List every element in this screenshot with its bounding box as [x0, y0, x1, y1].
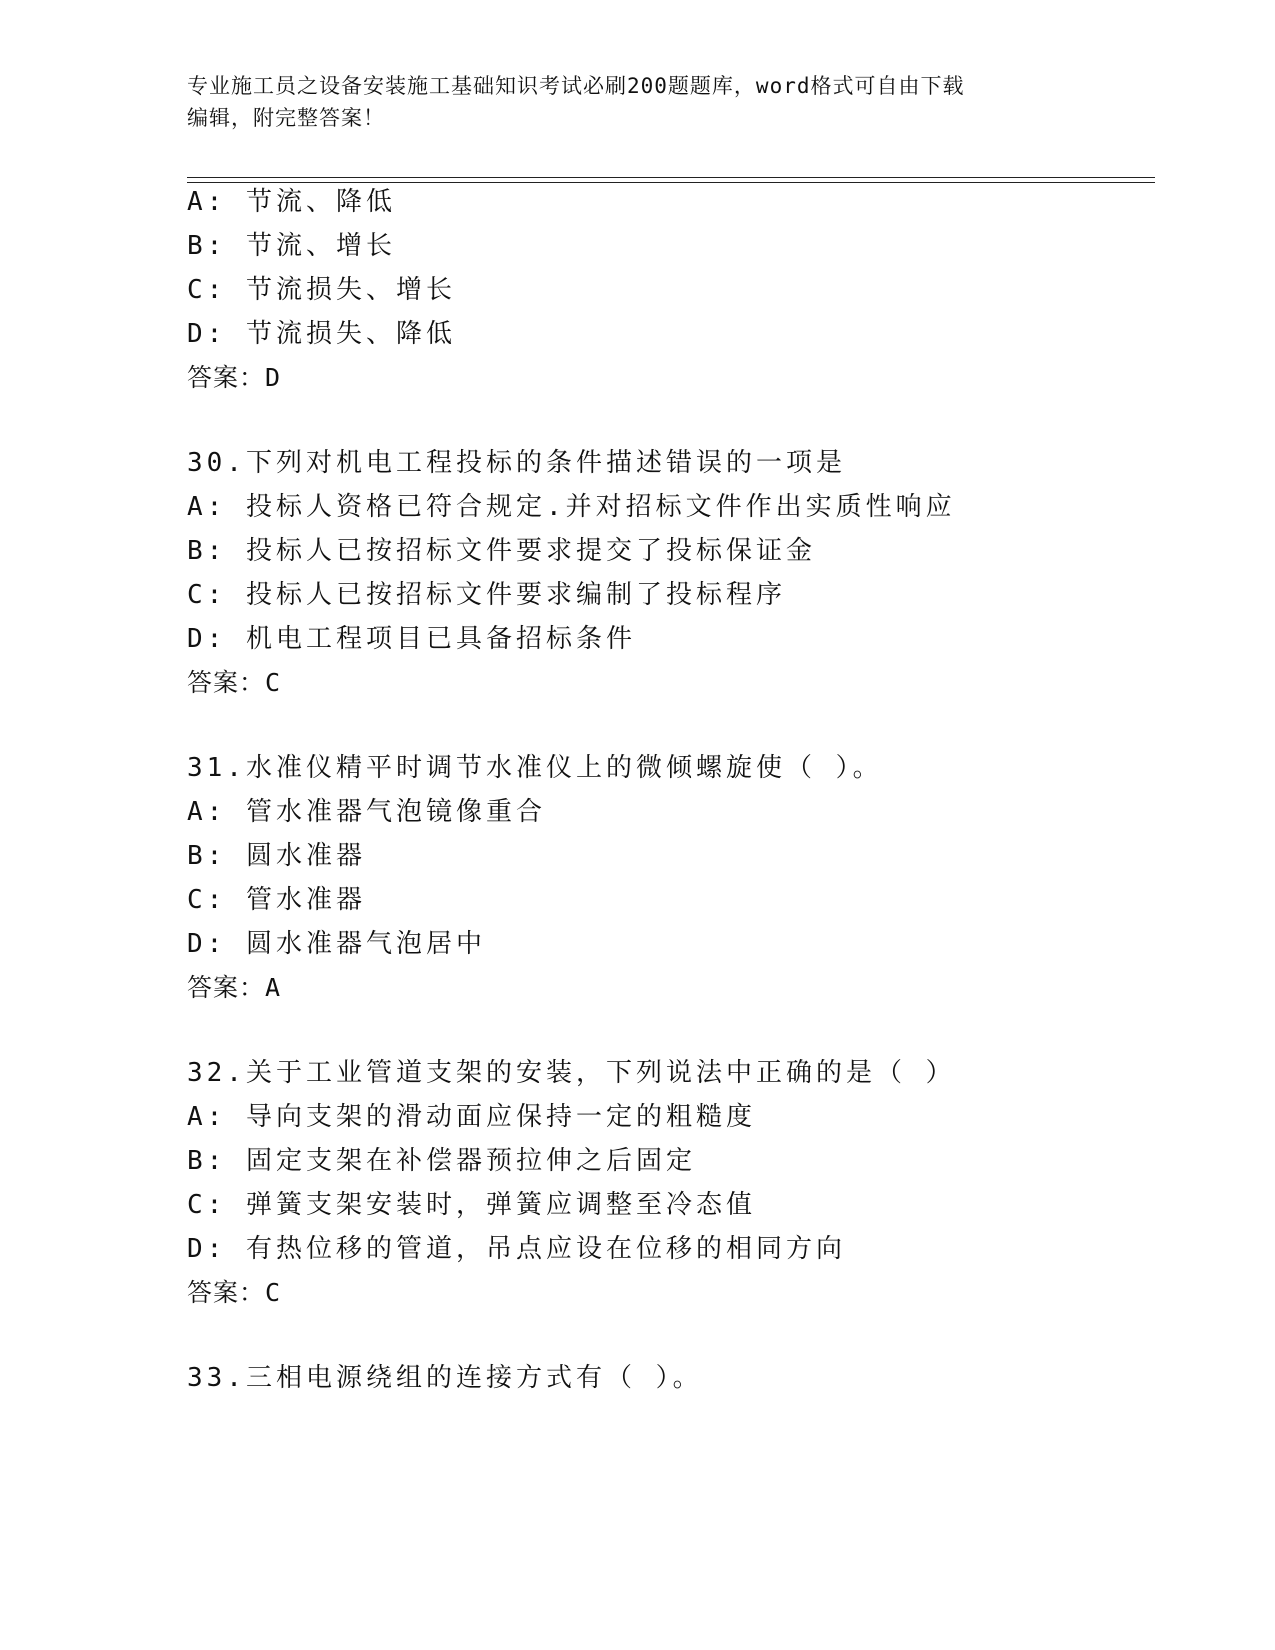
option-d: D: 圆水准器气泡居中: [187, 929, 486, 959]
question-stem: 33.三相电源绕组的连接方式有（ ）。: [187, 1363, 703, 1393]
option-b: B: 投标人已按招标文件要求提交了投标保证金: [187, 536, 816, 566]
answer-value: C: [265, 1278, 282, 1307]
answer-value: D: [265, 363, 282, 392]
answer-label: 答案：: [187, 973, 266, 1002]
answer-label: 答案：: [187, 363, 266, 392]
option-a: A: 节流、降低: [187, 187, 396, 217]
option-d: D: 有热位移的管道，吊点应设在位移的相同方向: [187, 1234, 846, 1264]
answer-value: A: [265, 973, 282, 1002]
option-b: B: 节流、增长: [187, 231, 396, 261]
answer-value: C: [265, 668, 282, 697]
document-header: [187, 70, 1067, 134]
option-a: A: 投标人资格已符合规定.并对招标文件作出实质性响应: [187, 492, 956, 522]
option-b: B: 固定支架在补偿器预拉伸之后固定: [187, 1146, 696, 1176]
option-c: C: 弹簧支架安装时，弹簧应调整至冷态值: [187, 1190, 756, 1220]
option-b: B: 圆水准器: [187, 841, 366, 871]
option-c: C: 管水准器: [187, 885, 366, 915]
question-stem: 30.下列对机电工程投标的条件描述错误的一项是: [187, 448, 846, 478]
option-d: D: 节流损失、降低: [187, 319, 456, 349]
option-c: C: 投标人已按招标文件要求编制了投标程序: [187, 580, 786, 610]
header-title-line-2: 编辑，附完整答案！: [187, 106, 385, 130]
answer-label: 答案：: [187, 1278, 266, 1307]
option-a: A: 管水准器气泡镜像重合: [187, 797, 546, 827]
option-a: A: 导向支架的滑动面应保持一定的粗糙度: [187, 1102, 756, 1132]
answer-label: 答案：: [187, 668, 266, 697]
answer-line: [187, 667, 281, 699]
answer-line: [187, 362, 281, 394]
header-title-line-1: 专业施工员之设备安装施工基础知识考试必刷200题题库，word格式可自由下载: [187, 74, 965, 98]
answer-line: [187, 972, 281, 1004]
question-stem: 31.水准仪精平时调节水准仪上的微倾螺旋使（ ）。: [187, 753, 883, 783]
answer-line: [187, 1277, 281, 1309]
header-divider-bottom: [187, 182, 1155, 183]
question-stem: 32.关于工业管道支架的安装，下列说法中正确的是（ ）: [187, 1058, 956, 1088]
option-d: D: 机电工程项目已具备招标条件: [187, 624, 636, 654]
header-divider-top: [187, 177, 1155, 178]
option-c: C: 节流损失、增长: [187, 275, 456, 305]
